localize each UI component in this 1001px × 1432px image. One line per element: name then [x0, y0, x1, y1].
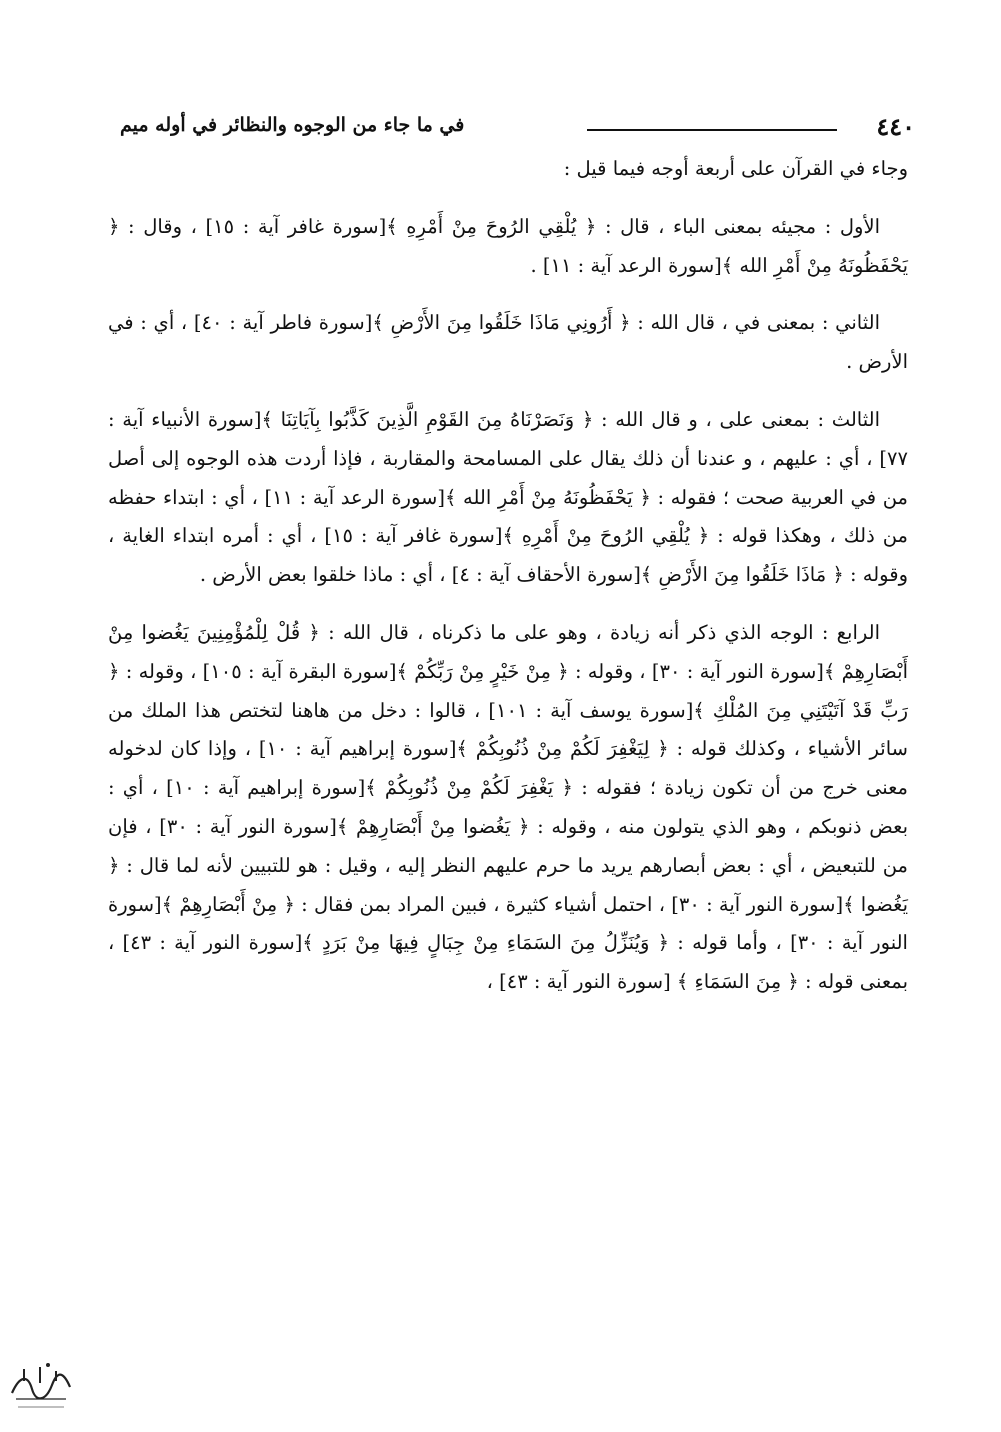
paragraph-fourth-meaning: الرابع : الوجه الذي ذكر أنه زيادة ، وهو على ما ذكرناه ، قال الله : ﴿ قُلْ لِلْمُؤْمِنِينَ يَغُضوا مِنْ أَبْصَارِهِمْ ﴾[سورة النور آية : ٣٠] ، وقوله : ﴿ مِنْ خَيْرٍ مِنْ رَبِّكُمْ ﴾[سورة البقرة آية : ١٠٥] ، وقوله : ﴿ رَبِّ قَدْ آتَيْتَنِي مِنَ المُلْكِ ﴾[سورة يوسف آية : ١٠١] ، قالوا : دخل من هاهنا لتختص هذا الملك من سائر الأشياء ، وكذلك قوله : ﴿ لِيَغْفِرَ لَكُمْ مِنْ ذُنُوبِكُمْ ﴾[سورة إبراهيم آية : ١٠] ، وإذا كان لدخوله معنى خرج من أن تكون زيادة ؛ فقوله : ﴿ يَغْفِرَ لَكُمْ مِنْ ذُنُوبِكُمْ ﴾[سورة إبراهيم آية : ١٠] ، أي : بعض ذنوبكم ، وهو الذي يتولون منه ، وقوله : ﴿ يَغُضوا مِنْ أَبْصَارِهِمْ ﴾[سورة النور آية : ٣٠] ، فإن من للتبعيض ، أي : بعض أبصارهم يريد ما حرم عليهم النظر إليه ، وقيل : هو للتبيين لأنه لما قال : ﴿ يَغُضوا ﴾[سورة النور آية : ٣٠] ، احتمل أشياء كثيرة ، فبين المراد بمن فقال : ﴿ مِنْ أَبْصَارِهِمْ ﴾[سورة النور آية : ٣٠] ، وأما قوله : ﴿ وَيُنَزِّلُ مِنَ السَمَاءِ مِنْ جِبَالٍ فِيهَا مِنْ بَرَدٍ ﴾[سورة النور آية : ٤٣] ، بمعنى قوله : ﴿ مِنَ السَمَاءِ ﴾ [سورة النور آية : ٤٣] ، [108, 620, 909, 994]
page-header [120, 112, 915, 152]
running-title: في ما جاء من الوجوه والنظائر في أوله ميم [120, 114, 465, 136]
paragraph-second-meaning: الثاني : بمعنى في ، قال الله : ﴿ أَرُونِي مَاذَا خَلَقُوا مِنَ الأَرْضِ ﴾[سورة فاطر آية : ٤٠] ، أي : في الأرض . [108, 311, 908, 374]
publisher-logo [6, 1355, 76, 1415]
page-number: ٤٤٠ [876, 112, 915, 141]
paragraph-first-meaning: الأول : مجيئه بمعنى الباء ، قال : ﴿ يُلْقِي الرُوحَ مِنْ أَمْرِهِ ﴾[سورة غافر آية : ١٥] ، وقال : ﴿ يَحْفَظُونَهُ مِنْ أَمْرِ الله ﴾[سورة الرعد آية : ١١] . [108, 214, 908, 277]
header-rule [587, 129, 837, 131]
paragraph-third-meaning: الثالث : بمعنى على ، و قال الله : ﴿ وَنَصَرْنَاهُ مِنَ القَوْمِ الَّذِينَ كَذَّبُوا بِآيَاتِنَا ﴾[سورة الأنبياء آية : ٧٧] ، أي : عليهم ، و عندنا أن ذلك يقال على المسامحة والمقاربة ، فإذا أردت هذه الوجوه إلى أصل من في العربية صحت ؛ فقوله : ﴿ يَحْفَظُونَهُ مِنْ أَمْرِ الله ﴾[سورة الرعد آية : ١١] ، أي : ابتداء حفظه من ذلك ، وهكذا قوله : ﴿ يُلْقِي الرُوحَ مِنْ أَمْرِهِ ﴾[سورة غافر آية : ١٥] ، أي : أمره ابتداء الغاية ، وقوله : ﴿ مَاذَا خَلَقُوا مِنَ الأَرْضِ ﴾[سورة الأحقاف آية : ٤] ، أي : ماذا خلقوا بعض الأرض . [108, 407, 908, 587]
paragraph-intro: وجاء في القرآن على أربعة أوجه فيما قيل : [563, 157, 908, 180]
body-text [108, 150, 908, 1021]
